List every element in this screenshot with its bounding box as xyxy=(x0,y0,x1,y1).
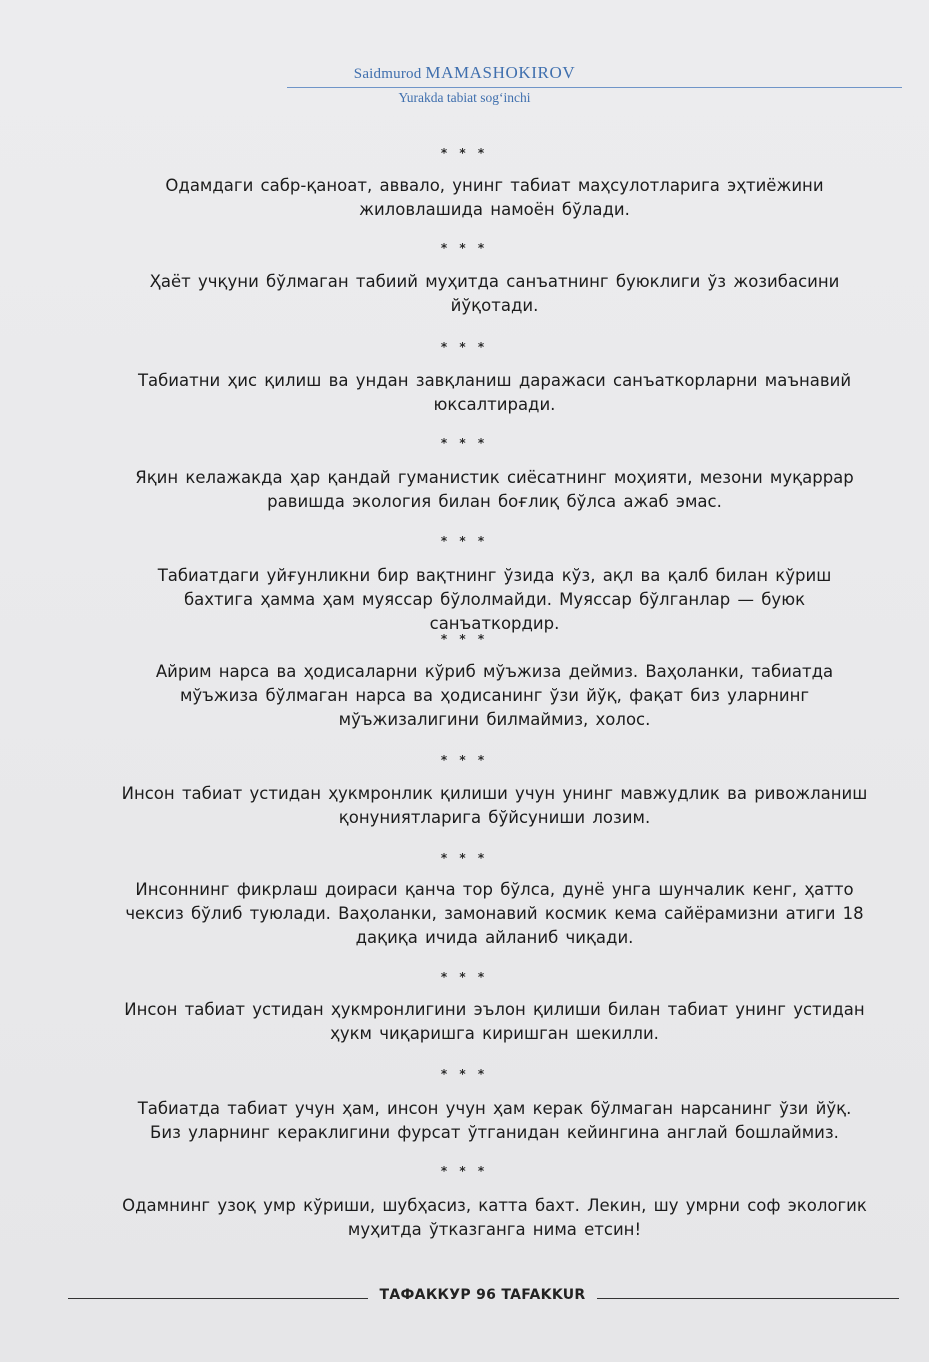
aphorism: Инсон табиат устидан ҳукмронлик қилиши учун унинг мавжудлик ва ривожланиш қонуниятларига бўйсуниши лозим. xyxy=(121,784,868,827)
aphorism: Табиатда табиат учун ҳам, инсон учун ҳам керак бўлмаган нарсанинг ўзи йўқ. Биз уларнинг кераклигини фурсат ўтганидан кейингина англай бошлаймиз. xyxy=(137,1099,852,1142)
footer-rule-left xyxy=(68,1298,368,1299)
author-first-name: Saidmurod xyxy=(353,66,422,82)
author-last-name: MAMASHOKIROV xyxy=(425,63,576,82)
aphorism: Одамдаги сабр-қаноат, аввало, унинг табиат маҳсулотларига эҳтиёжини жиловлашида намоён бўлади. xyxy=(165,176,824,219)
separator-stars: * * * xyxy=(440,436,489,450)
aphorism: Инсоннинг фикрлаш доираси қанча тор бўлса, дунё унга шунчалик кенг, ҳатто чексиз бўлиб туюлади. Ваҳоланки, замонавий космик кема сайёрамизни атиги 18 дақиқа ичида айланиб чиқади. xyxy=(125,880,864,947)
separator-stars: * * * xyxy=(440,632,489,646)
footer-page-number: ТАФАККУР 96 TAFAKKUR xyxy=(379,1287,586,1303)
separator-stars: * * * xyxy=(440,241,489,255)
separator-stars: * * * xyxy=(440,851,489,865)
separator-stars: * * * xyxy=(440,753,489,767)
separator-stars: * * * xyxy=(440,146,489,160)
separator-stars: * * * xyxy=(440,340,489,354)
footer-rule-right xyxy=(597,1298,899,1299)
aphorism: Яқин келажакда ҳар қандай гуманистик сиёсатнинг моҳияти, мезони муқаррар равишда экология билан боғлиқ бўлса ажаб эмас. xyxy=(135,468,854,511)
aphorism: Табиатни ҳис қилиш ва ундан завқланиш даражаси санъаткорларни маънавий юксалтиради. xyxy=(137,371,852,414)
book-subtitle: Yurakda tabiat sog‘inchi xyxy=(398,90,531,105)
separator-stars: * * * xyxy=(440,970,489,984)
aphorism: Ҳаёт учқуни бўлмаган табиий муҳитда санъатнинг буюклиги ўз жозибасини йўқотади. xyxy=(149,272,840,315)
separator-stars: * * * xyxy=(440,1067,489,1081)
aphorism: Инсон табиат устидан ҳукмронлигини эълон қилиши билан табиат унинг устидан ҳукм чиқаришга киришган шекилли. xyxy=(124,1000,865,1043)
separator-stars: * * * xyxy=(440,1164,489,1178)
aphorism: Табиатдаги уйғунликни бир вақтнинг ўзида кўз, ақл ва қалб билан кўриш бахтига ҳамма ҳам муяссар бўлолмайди. Муяссар бўлганлар — буюк санъаткордир. xyxy=(157,566,832,633)
aphorism: Одамнинг узоқ умр кўриши, шубҳасиз, катта бахт. Лекин, шу умрни соф экологик муҳитда ўтказганга нима етсин! xyxy=(122,1196,867,1239)
aphorism: Айрим нарса ва ҳодисаларни кўриб мўъжиза деймиз. Ваҳоланки, табиатда мўъжиза бўлмаган нарса ва ҳодисанинг ўзи йўқ, фақат биз уларнинг мўъжизалигини билмаймиз, холос. xyxy=(155,662,834,729)
separator-stars: * * * xyxy=(440,534,489,548)
